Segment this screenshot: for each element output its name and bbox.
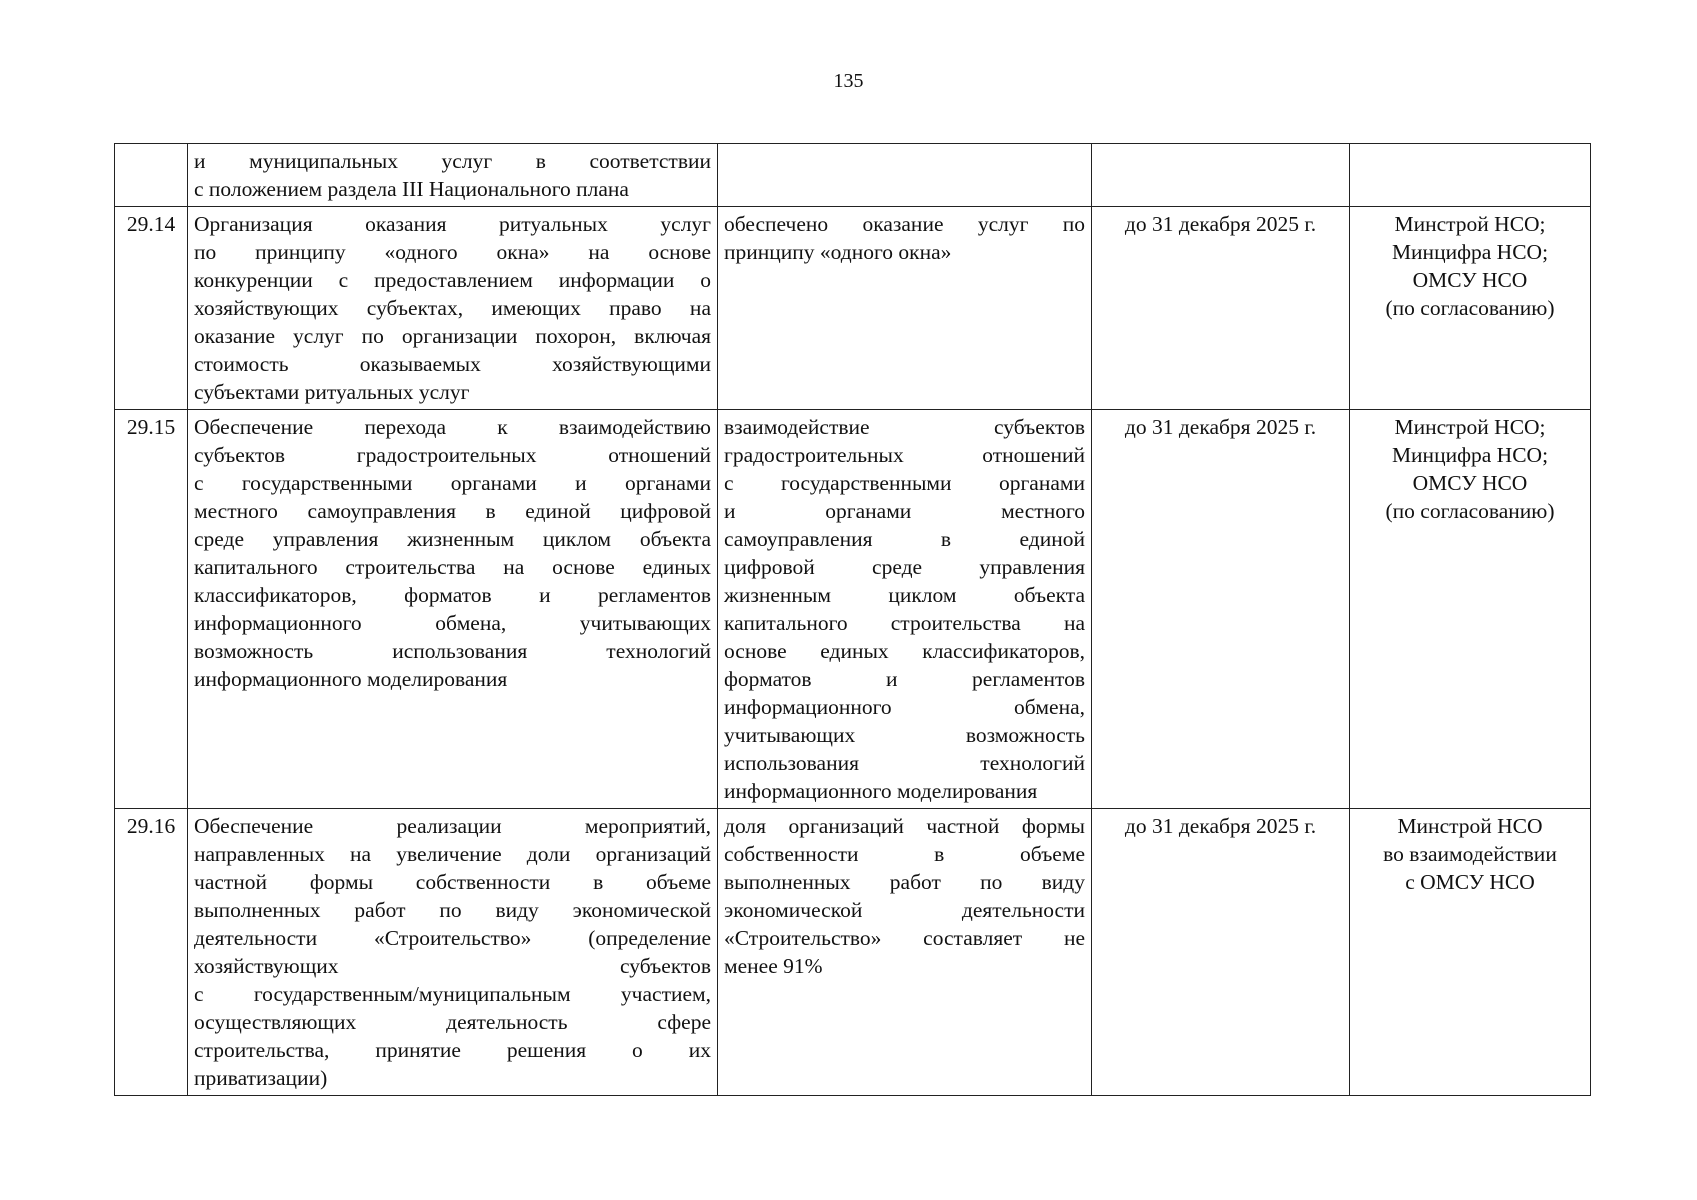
- event-text-line: Обеспечение перехода к взаимодействию: [194, 415, 711, 439]
- table-row: [115, 410, 1591, 809]
- responsible-text-line: Минстрой НСО;: [1394, 212, 1546, 236]
- result-text-line: капитального строительства на: [724, 611, 1085, 635]
- event-text-line: информационного обмена, учитывающих: [194, 611, 711, 635]
- responsible-text: [1350, 809, 1591, 1096]
- result-text-line: обеспечено оказание услуг по: [724, 212, 1085, 236]
- responsible-text-line: (по согласованию): [1385, 499, 1555, 523]
- result-text-line: градостроительных отношений: [724, 443, 1085, 467]
- result-text-line: менее 91%: [724, 954, 823, 978]
- event-text-line: Организация оказания ритуальных услуг: [194, 212, 711, 236]
- event-text-line: частной формы собственности в объеме: [194, 870, 711, 894]
- responsible-text-line: ОМСУ НСО: [1412, 268, 1528, 292]
- item-number: 29.14: [115, 207, 188, 410]
- result-text-line: цифровой среде управления: [724, 555, 1085, 579]
- event-text-line: осуществляющих деятельность сфере: [194, 1010, 711, 1034]
- page-number: 135: [833, 70, 864, 92]
- result-text-line: экономической деятельности: [724, 898, 1085, 922]
- responsible-text-line: Минцифра НСО;: [1391, 443, 1549, 467]
- result-text-line: информационного обмена,: [724, 695, 1085, 719]
- event-text-line: и муниципальных услуг в соответствии: [194, 149, 711, 173]
- result-text: [718, 144, 1092, 207]
- responsible-text-line: (по согласованию): [1385, 296, 1555, 320]
- item-number: 29.16: [115, 809, 188, 1096]
- event-text-line: по принципу «одного окна» на основе: [194, 240, 711, 264]
- table-row: [115, 207, 1591, 410]
- responsible-text-line: Минстрой НСО;: [1394, 415, 1546, 439]
- result-text: [718, 207, 1092, 410]
- responsible-text-line: ОМСУ НСО: [1412, 471, 1528, 495]
- result-text-line: доля организаций частной формы: [724, 814, 1085, 838]
- result-text-line: жизненным циклом объекта: [724, 583, 1085, 607]
- plan-table-body: [115, 144, 1591, 1096]
- event-text: [188, 144, 718, 207]
- event-text-line: информационного моделирования: [194, 667, 508, 691]
- responsible-text: [1350, 410, 1591, 809]
- event-text-line: субъектов градостроительных отношений: [194, 443, 711, 467]
- responsible-text: [1350, 144, 1591, 207]
- event-text-line: стоимость оказываемых хозяйствующими: [194, 352, 711, 376]
- event-text-line: с государственными органами и органами: [194, 471, 711, 495]
- deadline: до 31 декабря 2025 г.: [1092, 207, 1350, 410]
- item-number: 29.15: [115, 410, 188, 809]
- result-text-line: и органами местного: [724, 499, 1085, 523]
- event-text-line: выполненных работ по виду экономической: [194, 898, 711, 922]
- result-text-line: с государственными органами: [724, 471, 1085, 495]
- event-text-line: хозяйствующих субъектах, имеющих право на: [194, 296, 711, 320]
- event-text-line: хозяйствующих субъектов: [194, 954, 711, 978]
- event-text-line: приватизации): [194, 1066, 328, 1090]
- deadline: до 31 декабря 2025 г.: [1092, 410, 1350, 809]
- responsible-text: [1350, 207, 1591, 410]
- responsible-text-line: во взаимодействии: [1383, 842, 1557, 866]
- responsible-text-line: с ОМСУ НСО: [1405, 870, 1535, 894]
- result-text-line: принципу «одного окна»: [724, 240, 952, 264]
- event-text-line: среде управления жизненным циклом объекта: [194, 527, 711, 551]
- event-text-line: с положением раздела III Национального плана: [194, 177, 629, 201]
- table-row: [115, 144, 1591, 207]
- event-text: [188, 207, 718, 410]
- responsible-text-line: Минстрой НСО: [1397, 814, 1543, 838]
- event-text-line: конкуренции с предоставлением информации о: [194, 268, 711, 292]
- event-text-line: возможность использования технологий: [194, 639, 711, 663]
- event-text-line: оказание услуг по организации похорон, включая: [194, 324, 711, 348]
- result-text-line: самоуправления в единой: [724, 527, 1085, 551]
- event-text-line: классификаторов, форматов и регламентов: [194, 583, 711, 607]
- result-text-line: использования технологий: [724, 751, 1085, 775]
- result-text-line: основе единых классификаторов,: [724, 639, 1085, 663]
- event-text-line: капитального строительства на основе единых: [194, 555, 711, 579]
- event-text: [188, 410, 718, 809]
- result-text-line: собственности в объеме: [724, 842, 1085, 866]
- event-text-line: субъектами ритуальных услуг: [194, 380, 470, 404]
- result-text-line: выполненных работ по виду: [724, 870, 1085, 894]
- result-text-line: учитывающих возможность: [724, 723, 1085, 747]
- event-text-line: с государственным/муниципальным участием,: [194, 982, 711, 1006]
- item-number: [115, 144, 188, 207]
- plan-table: [114, 143, 1591, 1096]
- event-text-line: направленных на увеличение доли организаций: [194, 842, 711, 866]
- responsible-text-line: Минцифра НСО;: [1391, 240, 1549, 264]
- result-text-line: взаимодействие субъектов: [724, 415, 1085, 439]
- table-row: [115, 809, 1591, 1096]
- result-text: [718, 410, 1092, 809]
- event-text-line: деятельности «Строительство» (определение: [194, 926, 711, 950]
- event-text-line: строительства, принятие решения о их: [194, 1038, 711, 1062]
- event-text-line: местного самоуправления в единой цифровой: [194, 499, 711, 523]
- deadline: [1092, 144, 1350, 207]
- result-text-line: форматов и регламентов: [724, 667, 1085, 691]
- result-text: [718, 809, 1092, 1096]
- event-text-line: Обеспечение реализации мероприятий,: [194, 814, 711, 838]
- result-text-line: информационного моделирования: [724, 779, 1038, 803]
- event-text: [188, 809, 718, 1096]
- result-text-line: «Строительство» составляет не: [724, 926, 1085, 950]
- deadline: до 31 декабря 2025 г.: [1092, 809, 1350, 1096]
